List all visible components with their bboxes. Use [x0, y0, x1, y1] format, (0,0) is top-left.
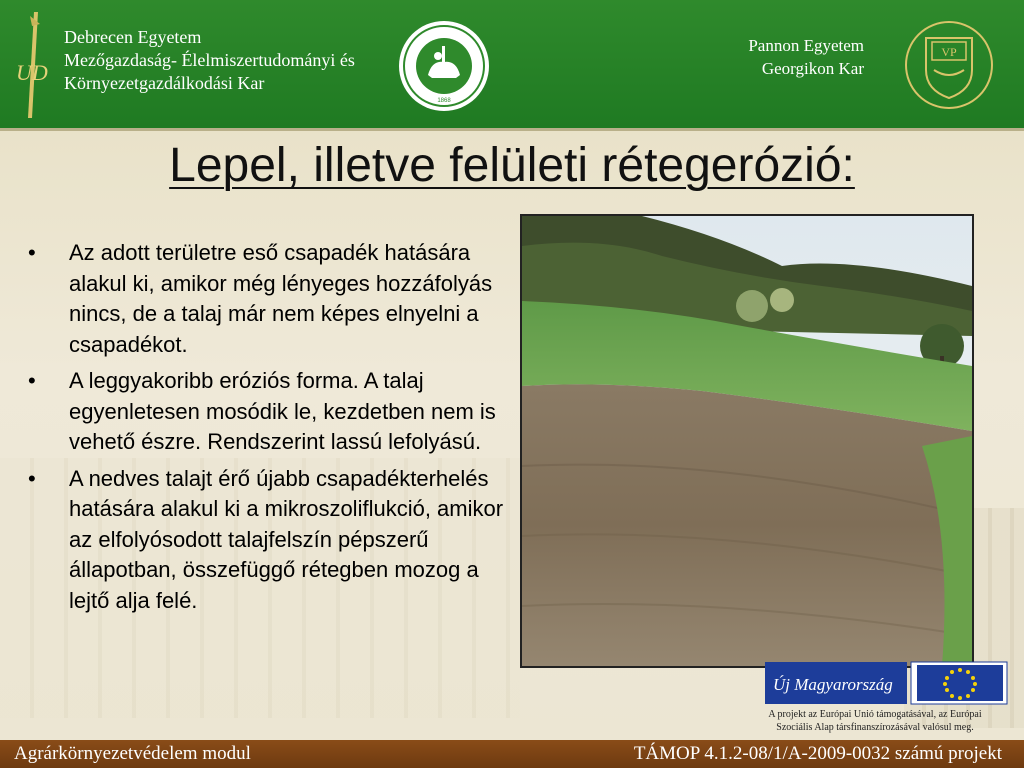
- header-right-line-1: Pannon Egyetem: [748, 36, 864, 55]
- eu-funding-logos: [765, 660, 1009, 706]
- slide-title: Lepel, illetve felületi rétegerózió:: [169, 139, 855, 192]
- seal-monogram: VP: [941, 45, 957, 59]
- header-left-line-1: Debrecen Egyetem: [64, 27, 202, 47]
- header-banner: [0, 0, 1024, 131]
- ud-logo-icon: [10, 10, 50, 120]
- pannon-seal-icon: [904, 20, 994, 110]
- bullet-text: Az adott területre eső csapadék hatására alakul ki, amikor még lényeges hozzáfolyás nincs, de a talaj már nem képes elnyelni a csapadékot.: [69, 240, 493, 357]
- landscape-image: [522, 216, 972, 666]
- bullet-item: [28, 464, 508, 617]
- eu-note-line-1: A projekt az Európai Unió támogatásával, az Európai: [768, 709, 982, 720]
- footer-project-id: TÁMOP 4.1.2-08/1/A-2009-0032 számú projekt: [633, 743, 1002, 764]
- bullet-icon: •: [28, 368, 36, 393]
- eu-note-line-2: Szociális Alap társfinanszírozásával valósul meg.: [776, 722, 974, 733]
- header-right-line-2: Georgikon Kar: [761, 59, 864, 78]
- bullet-icon: •: [28, 465, 36, 491]
- field-erosion-photo: [520, 214, 974, 668]
- ud-monogram-u: UD: [16, 60, 48, 85]
- eu-logo-text: Új Magyarország: [773, 675, 893, 694]
- header-left-line-2: Mezőgazdaság- Élelmiszertudományi és: [64, 50, 355, 70]
- faculty-seal-icon: [398, 20, 490, 112]
- seal-year: 1868: [437, 98, 451, 104]
- bullet-item: [28, 366, 508, 458]
- footer-module-name: Agrárkörnyezetvédelem modul: [14, 743, 251, 764]
- uj-magyarorszag-logo-icon: [765, 660, 1009, 706]
- header-left-line-3: Környezetgazdálkodási Kar: [64, 73, 265, 93]
- bullet-text: A leggyakoribb eróziós forma. A talaj egyenletesen mosódik le, kezdetben nem is vehető észre. Rendszerint lassú lefolyású.: [69, 368, 496, 454]
- bullet-item: [28, 238, 508, 360]
- pannon-university-text: [748, 34, 864, 80]
- bullet-list: [28, 238, 508, 622]
- eu-funding-note: [735, 708, 1015, 734]
- bullet-text: A nedves talajt érő újabb csapadékterhelés hatására alakul ki a mikroszoliflukció, amikor az elfolyósodott talajfelszín pépszerű állapotban, összefüggő rétegben mozog a lejtő alja felé.: [69, 465, 504, 613]
- university-debrecen-text: [64, 26, 355, 95]
- bullet-icon: •: [28, 240, 36, 265]
